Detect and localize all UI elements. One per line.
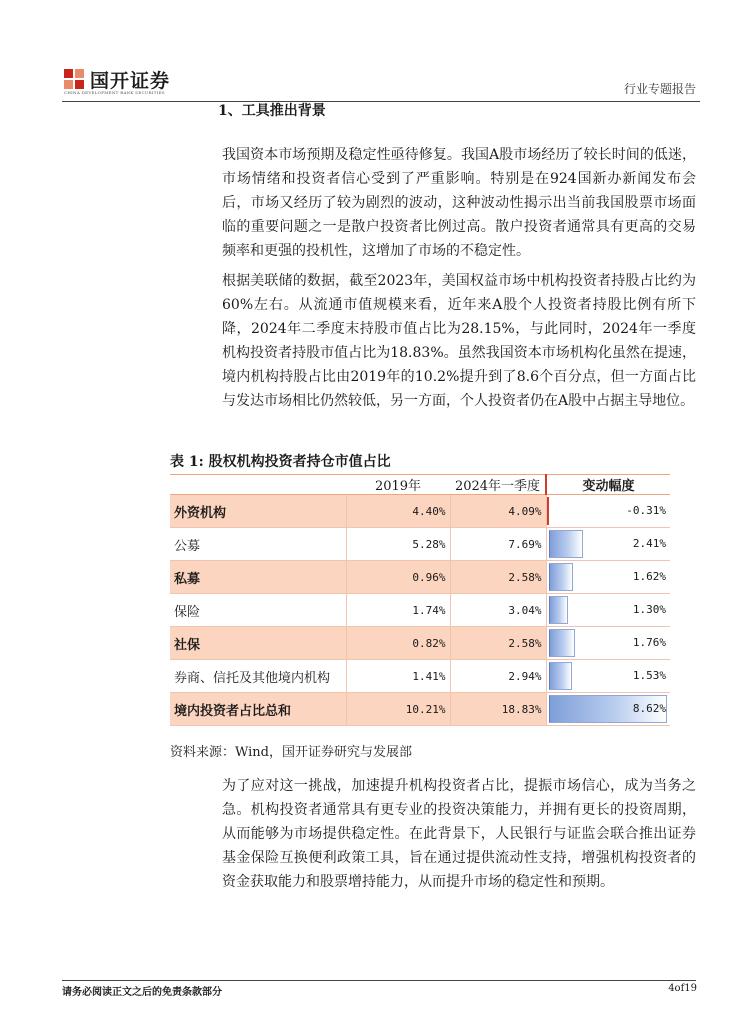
change-cell: [546, 495, 670, 528]
row-label: 公募: [170, 528, 346, 561]
page-header: [62, 62, 700, 102]
change-cell: [546, 594, 670, 627]
change-bar: [549, 662, 572, 690]
value-2024q1: 18.83%: [450, 693, 546, 726]
logo-icon: [64, 69, 84, 89]
section-title: 1、工具推出背景: [218, 103, 326, 119]
table-row: [170, 660, 670, 693]
row-label: 境内投资者占比总和: [170, 693, 346, 726]
table-row: [170, 627, 670, 660]
table-row: [170, 693, 670, 726]
change-value: 8.62%: [632, 702, 666, 715]
value-2024q1: 2.58%: [450, 627, 546, 660]
paragraph-3: 为了应对这一挑战，加速提升机构投资者占比，提振市场信心，成为当务之急。机构投资者通常具有更专业的投资决策能力，并拥有更长的投资周期，从而能够为市场提供稳定性。在此背景下，人民银行与证监会联合推出证券基金保险互换便利政策工具，旨在通过提供流动性支持，增强机构投资者的资金获取能力和股票增持能力，从而提升市场的稳定性和预期。: [222, 778, 696, 890]
logo-subtitle: CHINA DEVELOPMENT BANK SECURITIES: [64, 90, 165, 95]
change-cell: [546, 561, 670, 594]
paragraph-1: 我国资本市场预期及稳定性亟待修复。我国A股市场经历了较长时间的低迷，市场情绪和投资者信心受到了严重影响。特别是在924国新办新闻发布会后，市场又经历了较为剧烈的波动，这种波动性揭示出当前我国股票市场面临的重要问题之一是散户投资者比例过高。散户投资者通常具有更高的交易频率和更强的投机性，这增加了市场的不稳定性。: [222, 147, 696, 259]
value-2019: 4.40%: [346, 495, 450, 528]
row-label: 私募: [170, 561, 346, 594]
row-label: 保险: [170, 594, 346, 627]
table-row: [170, 528, 670, 561]
header-change: 变动幅度: [546, 475, 670, 495]
value-2024q1: 3.04%: [450, 594, 546, 627]
header-2019: 2019年: [346, 475, 450, 495]
logo-name: 国开证券: [90, 70, 171, 92]
table-header-row: [170, 475, 670, 495]
holdings-table: [170, 474, 670, 726]
change-cell: [546, 693, 670, 726]
value-2024q1: 2.58%: [450, 561, 546, 594]
footer-disclaimer: 请务必阅读正文之后的免责条款部分: [62, 987, 222, 998]
value-2019: 0.96%: [346, 561, 450, 594]
footer-divider: [62, 980, 696, 981]
change-bar-negative: [547, 497, 549, 525]
change-bar: [549, 629, 575, 657]
change-value: -0.31%: [626, 504, 666, 517]
report-type: 行业专题报告: [623, 82, 696, 96]
value-2019: 5.28%: [346, 528, 450, 561]
value-2024q1: 7.69%: [450, 528, 546, 561]
row-label: 社保: [170, 627, 346, 660]
value-2019: 1.41%: [346, 660, 450, 693]
value-2019: 0.82%: [346, 627, 450, 660]
change-bar: [549, 563, 573, 591]
row-label: 券商、信托及其他境内机构: [170, 660, 346, 693]
change-value: 1.62%: [632, 570, 666, 583]
change-bar: [549, 530, 583, 558]
change-value: 1.30%: [632, 603, 666, 616]
value-2024q1: 4.09%: [450, 495, 546, 528]
change-bar: [549, 596, 568, 624]
header-divider: [62, 101, 700, 102]
table-row: [170, 495, 670, 528]
change-cell: [546, 660, 670, 693]
row-label: 外资机构: [170, 495, 346, 528]
source-note: 资料来源：Wind，国开证券研究与发展部: [170, 745, 412, 760]
change-cell: [546, 528, 670, 561]
value-2019: 1.74%: [346, 594, 450, 627]
change-value: 2.41%: [632, 537, 666, 550]
page-number: 4of19: [668, 983, 697, 994]
header-blank: [170, 475, 346, 495]
value-2024q1: 2.94%: [450, 660, 546, 693]
change-cell: [546, 627, 670, 660]
table-caption: 表 1: 股权机构投资者持仓市值占比: [170, 454, 391, 470]
change-value: 1.53%: [632, 669, 666, 682]
value-2019: 10.21%: [346, 693, 450, 726]
table-row: [170, 561, 670, 594]
header-2024q1: 2024年一季度: [450, 475, 546, 495]
table-row: [170, 594, 670, 627]
paragraph-2: 根据美联储的数据，截至2023年，美国权益市场中机构投资者持股占比约为60%左右。从流通市值规模来看，近年来A股个人投资者持股比例有所下降，2024年二季度末持股市值占比为28.15%，与此同时，2024年一季度机构投资者持股市值占比为18.83%。虽然我国资本市场机构化虽然在提速，境内机构持股占比由2019年的10.2%提升到了8.6个百分点，但一方面占比与发达市场相比仍然较低，另一方面，个人投资者仍在A股中占据主导地位。: [222, 273, 696, 409]
change-value: 1.76%: [632, 636, 666, 649]
